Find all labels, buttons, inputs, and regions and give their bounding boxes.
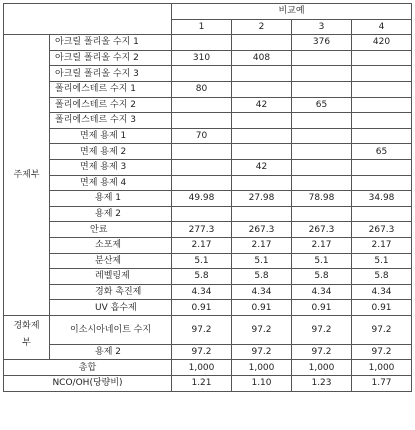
value-cell: 2.17 bbox=[232, 237, 292, 253]
value-cell bbox=[172, 159, 232, 175]
row-label: 폴리에스테르 수지 1 bbox=[50, 81, 172, 97]
row-label: 안료 bbox=[50, 222, 172, 238]
value-cell bbox=[232, 81, 292, 97]
value-cell: 4.34 bbox=[352, 284, 412, 300]
comparative-example-header: 비교예 bbox=[172, 4, 412, 20]
row-label: 분산제 bbox=[50, 253, 172, 269]
table-row bbox=[4, 222, 412, 238]
value-cell bbox=[292, 144, 352, 160]
value-cell bbox=[352, 175, 412, 191]
value-cell bbox=[292, 81, 352, 97]
table-row bbox=[4, 300, 412, 316]
value-cell: 65 bbox=[292, 97, 352, 113]
value-cell: 42 bbox=[232, 159, 292, 175]
row-label: 아크릴 폴리올 수지 3 bbox=[50, 66, 172, 82]
table-row bbox=[4, 237, 412, 253]
value-cell: 97.2 bbox=[292, 315, 352, 344]
value-cell: 97.2 bbox=[172, 344, 232, 360]
value-cell: 0.91 bbox=[172, 300, 232, 316]
value-cell bbox=[352, 159, 412, 175]
table-row bbox=[4, 159, 412, 175]
value-cell bbox=[292, 206, 352, 222]
value-cell bbox=[172, 113, 232, 129]
value-cell bbox=[172, 35, 232, 51]
total-label: 총합 bbox=[4, 360, 172, 376]
row-label: 면제 용제 4 bbox=[50, 175, 172, 191]
table-row bbox=[4, 35, 412, 51]
table-row bbox=[4, 191, 412, 207]
value-cell: 97.2 bbox=[232, 315, 292, 344]
row-label: 소포제 bbox=[50, 237, 172, 253]
row-label: 아크릴 폴리올 수지 2 bbox=[50, 50, 172, 66]
row-label: 면제 용제 2 bbox=[50, 144, 172, 160]
row-label: 경화 촉진제 bbox=[50, 284, 172, 300]
value-cell: 78.98 bbox=[292, 191, 352, 207]
value-cell bbox=[232, 144, 292, 160]
value-cell bbox=[232, 113, 292, 129]
value-cell bbox=[172, 175, 232, 191]
value-cell: 420 bbox=[352, 35, 412, 51]
section-main-cell: 주제부 bbox=[4, 35, 50, 316]
header-corner-cell bbox=[4, 4, 172, 35]
row-label: 용제 1 bbox=[50, 191, 172, 207]
value-cell bbox=[352, 66, 412, 82]
value-cell bbox=[232, 35, 292, 51]
value-cell: 0.91 bbox=[352, 300, 412, 316]
value-cell: 267.3 bbox=[352, 222, 412, 238]
value-cell: 4.34 bbox=[232, 284, 292, 300]
table-row bbox=[4, 66, 412, 82]
value-cell bbox=[292, 159, 352, 175]
value-cell: 0.91 bbox=[292, 300, 352, 316]
section-curing-label-line1: 경화제 bbox=[13, 320, 40, 331]
row-label: 이소시아네이트 수지 bbox=[50, 315, 172, 344]
value-cell: 65 bbox=[352, 144, 412, 160]
value-cell: 49.98 bbox=[172, 191, 232, 207]
value-cell: 5.8 bbox=[352, 269, 412, 285]
table-row bbox=[4, 50, 412, 66]
value-cell: 97.2 bbox=[172, 315, 232, 344]
table-row bbox=[4, 315, 412, 344]
section-curing-cell bbox=[4, 315, 50, 360]
value-cell bbox=[232, 66, 292, 82]
value-cell: 0.91 bbox=[232, 300, 292, 316]
value-cell: 80 bbox=[172, 81, 232, 97]
row-label: 레벨링제 bbox=[50, 269, 172, 285]
row-label: 면제 용제 1 bbox=[50, 128, 172, 144]
value-cell bbox=[232, 128, 292, 144]
value-cell: 277.3 bbox=[172, 222, 232, 238]
value-cell: 1,000 bbox=[232, 360, 292, 376]
table-row bbox=[4, 81, 412, 97]
value-cell bbox=[172, 144, 232, 160]
value-cell: 5.1 bbox=[172, 253, 232, 269]
value-cell: 376 bbox=[292, 35, 352, 51]
table-row bbox=[4, 128, 412, 144]
value-cell: 267.3 bbox=[232, 222, 292, 238]
value-cell bbox=[292, 128, 352, 144]
value-cell: 4.34 bbox=[172, 284, 232, 300]
value-cell: 1,000 bbox=[172, 360, 232, 376]
column-header-1: 1 bbox=[172, 19, 232, 35]
row-label: 폴리에스테르 수지 3 bbox=[50, 113, 172, 129]
value-cell: 97.2 bbox=[352, 315, 412, 344]
column-header-3: 3 bbox=[292, 19, 352, 35]
value-cell: 2.17 bbox=[352, 237, 412, 253]
value-cell bbox=[292, 175, 352, 191]
total-row bbox=[4, 360, 412, 376]
value-cell: 408 bbox=[232, 50, 292, 66]
row-label: 면제 용제 3 bbox=[50, 159, 172, 175]
value-cell: 42 bbox=[232, 97, 292, 113]
value-cell: 5.1 bbox=[232, 253, 292, 269]
value-cell: 27.98 bbox=[232, 191, 292, 207]
value-cell: 5.8 bbox=[172, 269, 232, 285]
value-cell: 5.8 bbox=[292, 269, 352, 285]
value-cell bbox=[352, 50, 412, 66]
value-cell bbox=[352, 113, 412, 129]
value-cell: 5.1 bbox=[352, 253, 412, 269]
section-curing-label-line2: 부 bbox=[22, 337, 31, 348]
value-cell bbox=[352, 81, 412, 97]
table-row bbox=[4, 344, 412, 360]
composition-table bbox=[3, 3, 412, 392]
table-row bbox=[4, 97, 412, 113]
value-cell: 34.98 bbox=[352, 191, 412, 207]
value-cell: 5.1 bbox=[292, 253, 352, 269]
table-row bbox=[4, 206, 412, 222]
value-cell bbox=[292, 66, 352, 82]
table-row bbox=[4, 253, 412, 269]
value-cell bbox=[352, 97, 412, 113]
value-cell: 267.3 bbox=[292, 222, 352, 238]
nco-oh-ratio-label: NCO/OH(당량비) bbox=[4, 376, 172, 392]
value-cell: 2.17 bbox=[292, 237, 352, 253]
value-cell: 97.2 bbox=[292, 344, 352, 360]
value-cell: 70 bbox=[172, 128, 232, 144]
table-row bbox=[4, 144, 412, 160]
table-body bbox=[4, 4, 412, 392]
value-cell bbox=[232, 175, 292, 191]
row-label: 용제 2 bbox=[50, 344, 172, 360]
nco-oh-ratio-row bbox=[4, 376, 412, 392]
table-row bbox=[4, 175, 412, 191]
value-cell bbox=[172, 206, 232, 222]
table-row bbox=[4, 113, 412, 129]
value-cell: 1.23 bbox=[292, 376, 352, 392]
row-label: 폴리에스테르 수지 2 bbox=[50, 97, 172, 113]
row-label: 아크릴 폴리올 수지 1 bbox=[50, 35, 172, 51]
row-label: UV 흡수제 bbox=[50, 300, 172, 316]
value-cell: 97.2 bbox=[232, 344, 292, 360]
column-header-4: 4 bbox=[352, 19, 412, 35]
value-cell: 4.34 bbox=[292, 284, 352, 300]
value-cell: 310 bbox=[172, 50, 232, 66]
value-cell bbox=[172, 66, 232, 82]
value-cell: 5.8 bbox=[232, 269, 292, 285]
value-cell bbox=[352, 128, 412, 144]
value-cell: 1.21 bbox=[172, 376, 232, 392]
value-cell bbox=[172, 97, 232, 113]
value-cell bbox=[292, 113, 352, 129]
column-header-2: 2 bbox=[232, 19, 292, 35]
value-cell bbox=[352, 206, 412, 222]
value-cell: 1.10 bbox=[232, 376, 292, 392]
value-cell: 2.17 bbox=[172, 237, 232, 253]
value-cell: 1,000 bbox=[352, 360, 412, 376]
table-row bbox=[4, 284, 412, 300]
value-cell bbox=[292, 50, 352, 66]
header-row-comparative bbox=[4, 4, 412, 20]
row-label: 용제 2 bbox=[50, 206, 172, 222]
value-cell: 1,000 bbox=[292, 360, 352, 376]
value-cell: 97.2 bbox=[352, 344, 412, 360]
table-row bbox=[4, 269, 412, 285]
value-cell: 1.77 bbox=[352, 376, 412, 392]
value-cell bbox=[232, 206, 292, 222]
